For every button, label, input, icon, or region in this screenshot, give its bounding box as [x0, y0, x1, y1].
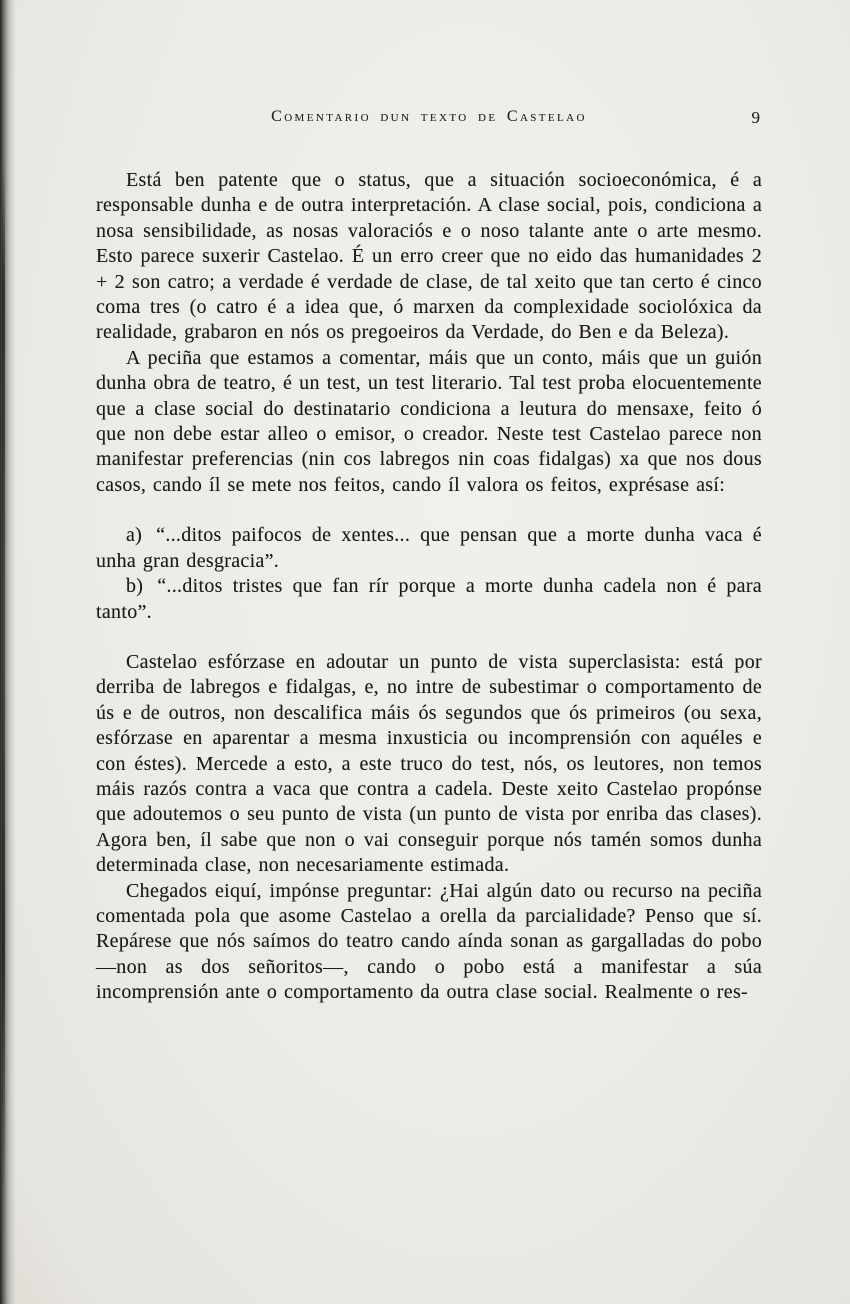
paragraph-superclasista: Castelao esfórzase en adoutar un punto de vista superclasista: está por derriba de labregos e fidalgas, e, no intre de subestimar o comportamento de ús e de outros, non descalifica máis ós segundos que ós primeiros (ou sexa, esfórzase en aparentar a mesma inxusticia ou incomprensión con aquéles e con éstes). Mercede a esto, a este truco do test, nós, os leutores, non temos máis razós contra a vaca que contra a cadela. Deste xeito Castelao propónse que adoutemos o seu punto de vista (un punto de vista por enriba das clases). Agora ben, íl sabe que non o vai conseguir porque nós tamén somos dunha determinada clase, non necesariamente estimada.: [96, 650, 762, 877]
quote-list: [96, 523, 762, 625]
scan-edge-streak: [2, 160, 5, 1214]
quote-text-a: “...ditos paifocos de xentes... que pensan que a morte dunha vaca é unha gran desgracia”.: [96, 524, 762, 572]
quote-label-b: b): [126, 575, 144, 598]
running-title: Comentario dun texto de Castelao: [271, 108, 587, 125]
page-number: 9: [751, 108, 760, 127]
page-header: [96, 108, 762, 134]
binding-shadow: [0, 0, 16, 1304]
text-block: [96, 168, 762, 1006]
paragraph-status-clase: Está ben patente que o status, que a situación socioeconómica, é a responsable dunha e de outra interpretación. A clase social, pois, condiciona a nosa sensibilidade, as nosas valoraciós e o noso talante ante o arte mesmo. Esto parece suxerir Castelao. É un erro creer que no eido das humanidades 2 + 2 son catro; a verdade é verdade de clase, de tal xeito que tan certo é cinco coma tres (o catro é a idea que, ó marxen da complexidade sociolóxica da realidade, grabaron en nós os pregoeiros da Verdade, do Ben e da Beleza).: [96, 169, 762, 344]
quote-text-b: “...ditos tristes que fan rír porque a morte dunha cadela non é para tanto”.: [96, 575, 762, 623]
paragraph-test-literario: A peciña que estamos a comentar, máis que un conto, máis que un guión dunha obra de teatro, é un test, un test literario. Tal test proba elocuentemente que a clase social do destinatario condiciona a leutura do mensaxe, feito ó que non debe estar alleo o emisor, o creador. Neste test Castelao parece non manifestar preferencias (nin cos labregos nin coas fidalgas) xa que nos dous casos, cando íl se mete nos feitos, cando íl valora os feitos, exprésase así:: [96, 346, 762, 496]
quote-item-a: [96, 523, 762, 574]
quote-item-b: [96, 574, 762, 625]
paragraph-parcialidade: Chegados eiquí, impónse preguntar: ¿Hai algún dato ou recurso na peciña comentada pola que asome Castelao a orella da parcialidade? Penso que sí. Repárese que nós saímos do teatro cando aínda sonan as gargalladas do pobo —non as dos señoritos—, cando o pobo está a manifestar a súa incomprensión ante o comportamento da outra clase social. Realmente o res-: [96, 879, 762, 1004]
quote-label-a: a): [126, 524, 143, 547]
